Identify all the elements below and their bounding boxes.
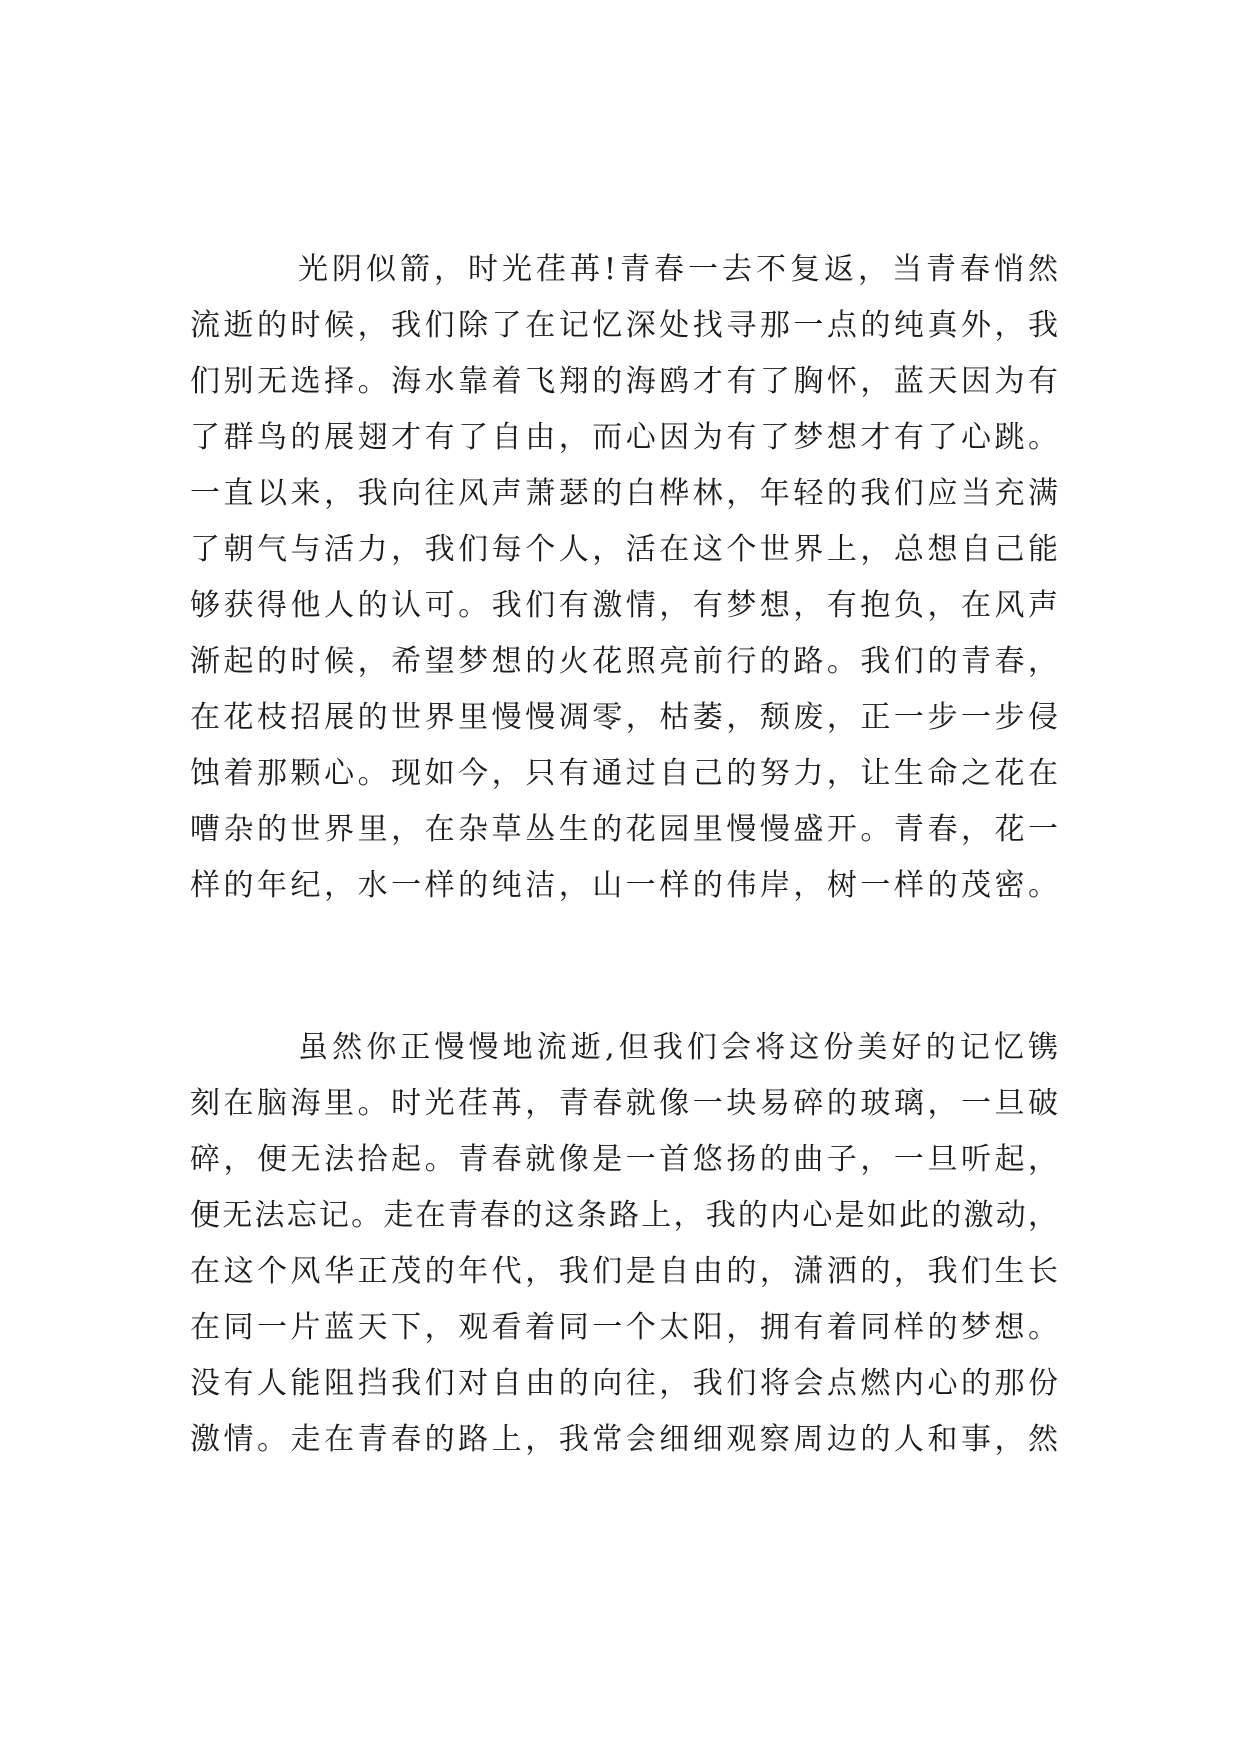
paragraph-1-line-10: 蚀着那颗心。现如今，只有通过自己的努力，让生命之花在 (190, 756, 1060, 791)
paragraph-1-line-1: 光阴似箭，时光荏苒!青春一去不复返，当青春悄然 (298, 252, 1060, 287)
paragraph-2-line-4: 便无法忘记。走在青春的这条路上，我的内心是如此的激动， (190, 1198, 1060, 1233)
paragraph-1-line-6: 了朝气与活力，我们每个人，活在这个世界上，总想自己能 (190, 532, 1060, 567)
paragraph-1-line-7: 够获得他人的认可。我们有激情，有梦想，有抱负，在风声 (190, 588, 1060, 623)
paragraph-2-line-5: 在这个风华正茂的年代，我们是自由的，潇洒的，我们生长 (190, 1254, 1060, 1289)
paragraph-1-line-4: 了群鸟的展翅才有了自由，而心因为有了梦想才有了心跳。 (190, 420, 1060, 455)
paragraph-2-line-2: 刻在脑海里。时光荏苒，青春就像一块易碎的玻璃，一旦破 (190, 1086, 1060, 1121)
paragraph-1-line-9: 在花枝招展的世界里慢慢凋零，枯萎，颓废，正一步一步侵 (190, 700, 1060, 735)
paragraph-2-line-7: 没有人能阻挡我们对自由的向往，我们将会点燃内心的那份 (190, 1366, 1060, 1401)
paragraph-2-line-3: 碎，便无法拾起。青春就像是一首悠扬的曲子，一旦听起， (190, 1142, 1060, 1177)
paragraph-1-line-5: 一直以来，我向往风声萧瑟的白桦林，年轻的我们应当充满 (190, 476, 1060, 511)
paragraph-1-line-12: 样的年纪，水一样的纯洁，山一样的伟岸，树一样的茂密。 (190, 868, 1060, 903)
paragraph-1-line-2: 流逝的时候，我们除了在记忆深处找寻那一点的纯真外，我 (190, 308, 1060, 343)
paragraph-2-line-8: 激情。走在青春的路上，我常会细细观察周边的人和事，然 (190, 1422, 1060, 1457)
paragraph-2-line-1: 虽然你正慢慢地流逝,但我们会将这份美好的记忆镌 (298, 1030, 1060, 1065)
paragraph-1-line-3: 们别无选择。海水靠着飞翔的海鸥才有了胸怀，蓝天因为有 (190, 364, 1060, 399)
paragraph-1-line-8: 渐起的时候，希望梦想的火花照亮前行的路。我们的青春， (190, 644, 1060, 679)
paragraph-1-line-11: 嘈杂的世界里，在杂草丛生的花园里慢慢盛开。青春，花一 (190, 812, 1060, 847)
paragraph-2-line-6: 在同一片蓝天下，观看着同一个太阳，拥有着同样的梦想。 (190, 1310, 1060, 1345)
